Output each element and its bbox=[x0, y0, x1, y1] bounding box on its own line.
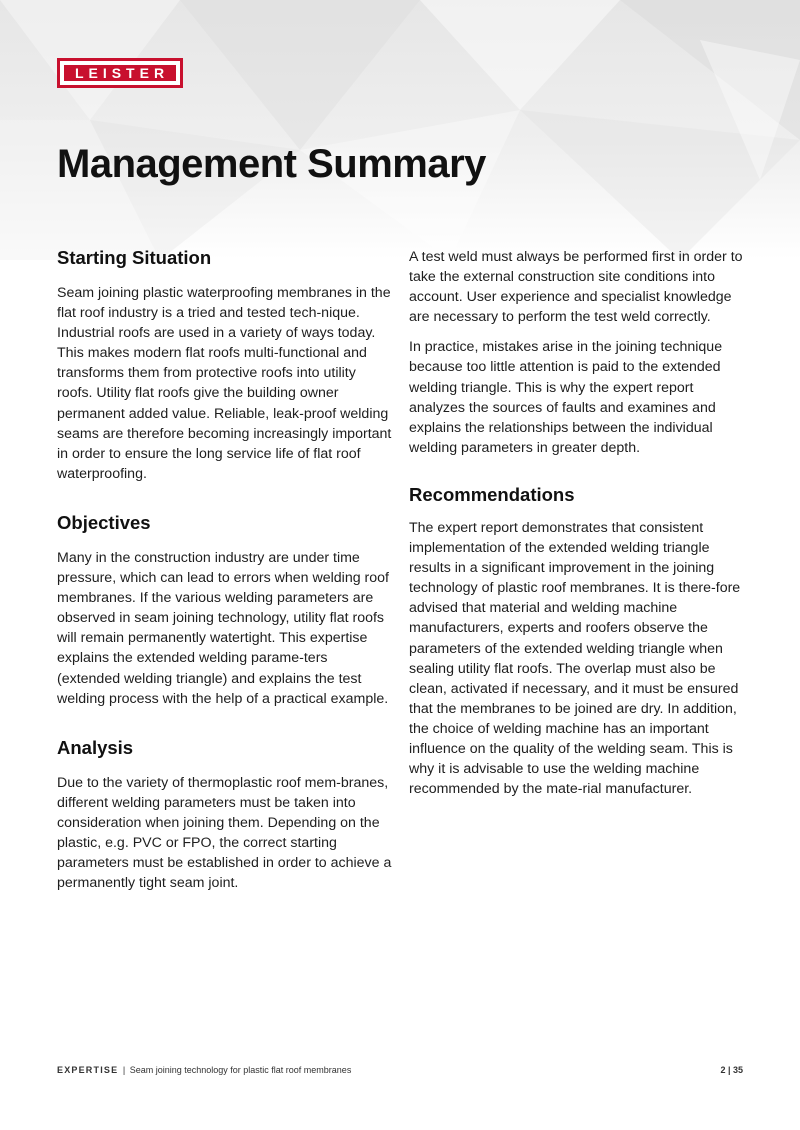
footer-subtitle: Seam joining technology for plastic flat roof membranes bbox=[129, 1065, 352, 1075]
leister-logo bbox=[57, 58, 183, 88]
footer-separator: | bbox=[122, 1065, 126, 1075]
footer-label: EXPERTISE bbox=[57, 1065, 119, 1075]
logo-text: LEISTER bbox=[64, 65, 176, 81]
heading-recommendations: Recommendations bbox=[409, 483, 575, 505]
heading-objectives: Objectives bbox=[57, 511, 151, 533]
paragraph-analysis-continued-2: In practice, mistakes arise in the joining technique because too little attention is paid to the extended welding triangle. This is why the expert report analyzes the sources of faults and examines and explains the relationships between the individual welding parameters in greater depth. bbox=[409, 339, 723, 456]
heading-starting-situation: Starting Situation bbox=[57, 247, 212, 268]
paragraph-recommendations: The expert report demonstrates that consistent implementation of the extended welding triangle results in a significant improvement in the joining technology of plastic roof membranes. It is there-fore advised that material and welding machine manufacturers, experts and roofers observe the parameters of the extended welding triangle when sealing utility flat roofs. The overlap must also be clean, activated if necessary, and it must be ensured that the membranes to be joined are dry. In addition, the choice of welding machine has an important influence on the quality of the welding seam. This is why it is advisable to use the welding machine recommended by the mate-rial manufacturer. bbox=[409, 519, 741, 798]
page-number: 2 | 35 bbox=[720, 1065, 743, 1075]
left-column bbox=[57, 245, 392, 893]
header-background bbox=[0, 0, 800, 260]
paragraph-analysis-continued-1: A test weld must always be performed first in order to take the external construction site conditions into account. User experience and specialist knowledge are necessary to perform the test weld correctly. bbox=[409, 249, 743, 326]
polygon-pattern bbox=[0, 0, 800, 260]
paragraph-objectives: Many in the construction industry are under time pressure, which can lead to errors when welding roof membranes. If the various welding parameters are observed in seam joining technology, utility flat roofs will remain permanently watertight. This expertise explains the extended welding parame-ters (extended welding triangle) and explains the test welding process with the help of a practical example. bbox=[57, 549, 389, 707]
paragraph-starting-situation: Seam joining plastic waterproofing membranes in the flat roof industry is a tried and tested tech-nique. Industrial roofs are used in a variety of ways today. This makes modern flat roofs multi-functional and transforms them from protective roofs into utility roofs. Utility flat roofs give the building owner permanent added value. Reliable, leak-proof welding seams are therefore becoming increasingly important in order to ensure the long service life of flat roof waterproofing. bbox=[57, 285, 392, 482]
paragraph-analysis: Due to the variety of thermoplastic roof mem-branes, different welding parameters must be taken into consideration when joining them. Depending on the plastic, e.g. PVC or FPO, the correct starting parameters must be established in order to achieve a permanently tight seam joint. bbox=[57, 774, 392, 892]
heading-analysis: Analysis bbox=[57, 736, 134, 758]
page-title: Management Summary bbox=[57, 142, 486, 186]
right-column bbox=[409, 245, 749, 799]
footer bbox=[57, 1063, 743, 1079]
